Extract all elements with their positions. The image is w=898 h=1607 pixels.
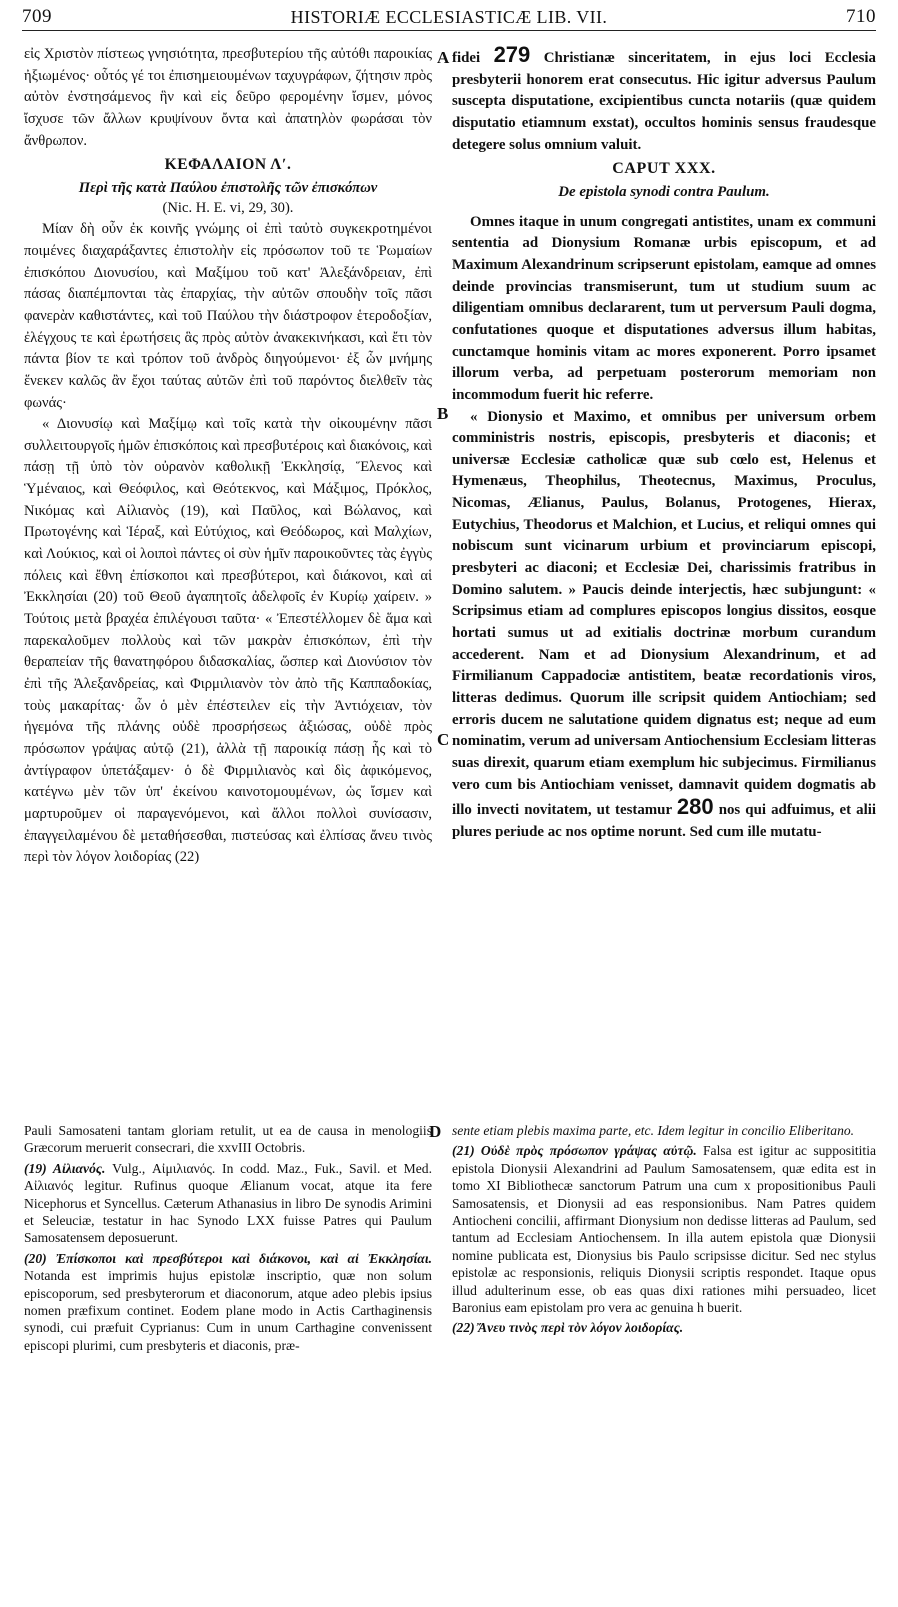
footnotes-left xyxy=(24,1122,432,1357)
running-title: HISTORIÆ ECCLESIASTICÆ LIB. VII. xyxy=(290,7,608,27)
note-continuation-right: sente etiam plebis maxima parte, etc. Idem legitur in concilio Eliberitano. xyxy=(452,1123,855,1138)
note-22: (22) Ἄνευ τινὸς περὶ τὸν λόγον λοιδορίας. xyxy=(452,1320,684,1336)
greek-chapter-subtitle: Περὶ τῆς κατὰ Παύλου ἐπιστολῆς τῶν ἐπισκόπων xyxy=(78,179,378,196)
footnotes-right xyxy=(452,1122,876,1340)
note-21-text: Falsa est igitur ac supposititia epistola Dionysii Alexandrini ad Paulum Samosatensem, quæ edita est in tomo XI Bibliothecæ sanctorum Patrum una cum x propositionibus Pauli Samosatensis, et Dionysii ad eas responsionibus. Nam Patres quidem Antiocheni concilii, affirmant Dionysium non dedisse litteras ad Paulum, sed tantum ad Ecclesiam Antiochensem. In illa autem epistola quæ Dionysii nomine publicata est, Dionysius bis Paulo scripsisse dicitur. Sed nec stylus epistolæ ac responsionis, reliquis Dionysii scriptis respondet. Itaque opus illud adulterinum esse, ob eas quas dixi rationes mihi persuadeo, licet Baronius eam epistolam pro vera ac genuina h buerit. xyxy=(452,1143,876,1316)
note-20 xyxy=(24,1250,432,1354)
latin-column xyxy=(452,44,876,844)
page-number-right: 710 xyxy=(846,6,876,27)
note-19-text: Vulg., Αἰμιλιανός. In codd. Maz., Fuk., Savil. et Med. Αἰλιανός legitur. Rufinus quoque Ælianum vocat, atque ita fere Nicephorus et Syncellus. Cæterum Athanasius in libro De synodis Arimini et Seleuciæ, testatur in hac Synodo LXX fuisse Patres qui Paulum Samosatensem deposuerunt. xyxy=(24,1160,432,1246)
greek-column xyxy=(24,44,432,869)
latin-paragraph-1 xyxy=(452,44,876,156)
margin-letter-a: A xyxy=(437,48,450,67)
running-head xyxy=(22,4,876,31)
note-21-head: (21) Οὐδὲ πρὸς πρόσωπον γράψας αὐτῷ. xyxy=(452,1143,697,1159)
margin-letter-d: D xyxy=(429,1122,442,1141)
note-20-text: Notanda est imprimis hujus epistolæ inscriptio, quæ non solum episcoporum, sed presbyterorum et diaconorum, atque adeo plebis ipsius nomen præfixum continet. Eodem plane modo in Actis Carthaginensis synodi, cui præfuit Cyprianus: Cum in unum Carthagine convenissent episcopi plurimi, cum presbyteris et diaconis, præ- xyxy=(24,1268,432,1353)
latin-paragraph-1-start: fidei xyxy=(452,50,481,66)
note-21 xyxy=(452,1142,876,1316)
latin-chapter-title: CAPUT XXX. xyxy=(612,160,716,178)
note-19-head: (19) Αἰλιανός. xyxy=(24,1160,106,1176)
latin-paragraph-2: Omnes itaque in unum congregati antistites, unam ex communi sententia ad Dionysium Romanæ urbis episcopum, et ad Maximum Alexandrinum scripserunt epistolam, eamque ad omnes deinde provincias transmiserunt, tum ut studium suum ac diligentiam omnibus declararent, tum ut perversum Pauli dogma, confutationes quoque et disputationes adversus illum habitas, cunctamque hominis vitam ac mores exponerent. Porro ipsamet illorum verba, ad perpetuam posterorum memoriam non incommodum fuerit hic referre. xyxy=(452,213,876,403)
greek-paragraph-1: εἰς Χριστὸν πίστεως γνησιότητα, πρεσβυτερίου τῆς αὐτόθι παροικίας ἠξιωμένος· οὗτός γέ τοι ἐπισημειουμένων ταχυγράφων, ζήτησιν πρὸς αὐτὸν ἐνστησάμενος ἣν καὶ εἰς δεῦρο φερομένην ἴσμεν, μόνος ἴσχυσε τῶν ἄλλων κρυψίνουν ὄντα καὶ ἀπατηλὸν φωράσαι τὸν ἄνθρωπον. xyxy=(24,46,432,149)
note-19 xyxy=(24,1160,432,1247)
latin-paragraph-3 xyxy=(452,407,876,844)
greek-paragraph-2: Μίαν δὴ οὖν ἐκ κοινῆς γνώμης οἱ ἐπὶ ταὐτὸ συγκεκροτημένοι ποιμένες διαχαράξαντες ἐπιστολὴν εἰς πρόσωπον τοῦ τε Ῥωμαίων ἐπισκόπου Διονυσίου, καὶ Μαξίμου τοῦ κατ' Ἀλεξάνδρειαν, ἐπὶ πάσας διαπέμπονται τὰς ἐπαρχίας, τὴν αὐτῶν σπουδὴν τοῖς πᾶσι φανερὰν καθιστάντες, καὶ τοῦ Παύλου τὴν διάστροφον ἑτεροδοξίαν, ἐλέγχους τε καὶ ἐρωτήσεις ἃς πρὸς αὐτὸν ἀνακεκινήκασι, καὶ ἔτι τὸν πάντα βίον τε καὶ τρόπον τοῦ ἀνδρὸς διηγούμενοι· ἐξ ὧν μνήμης ἕνεκεν καλῶς ἂν ἔχοι ταύτας αὐτῶν ἐπὶ τοῦ παρόντος διελθεῖν τὰς φωνάς· xyxy=(24,221,432,411)
greek-paragraph-3: « Διονυσίῳ καὶ Μαξίμῳ καὶ τοῖς κατὰ τὴν οἰκουμένην πᾶσι συλλειτουργοῖς ἡμῶν ἐπισκόποις καὶ πρεσβυτέροις καὶ διακόνοις, καὶ πάσῃ τῇ ὑπὸ τὸν οὐρανὸν καθολικῇ Ἐκκλησίᾳ, Ἕλενος καὶ Ὑμέναιος, καὶ Θεόφιλος, καὶ Θεότεκνος, καὶ Μάξιμος, Πρόκλος, Νικόμας καὶ Αἰλιανὸς (19), καὶ Παῦλος, καὶ Βώλανος, καὶ Πρωτογένης καὶ Ἱέραξ, καὶ Εὐτύχιος, καὶ Θεόδωρος, καὶ Μαλχίων, καὶ Λούκιος, καὶ οἱ λοιποὶ πάντες οἱ σὺν ἡμῖν παροικοῦντες τὰς ἐγγὺς πόλεις καὶ ἔθνη ἐπίσκοποι καὶ πρεσβύτεροι, καὶ διάκονοι, καὶ αἱ Ἐκκλησίαι (20) τοῦ Θεοῦ ἀγαπητοῖς ἀδελφοῖς ἐν Κυρίῳ χαίρειν. » Τούτοις μετὰ βραχέα ἐπιλέγουσι ταῦτα· « Ἐπεστέλλομεν δὲ ἅμα καὶ παρεκαλοῦμεν πολλοὺς καὶ τῶν μακρὰν ἐπισκόπων, ἐπὶ τὴν θεραπείαν τῆς θανατηφόρου διδασκαλίας, ὥσπερ καὶ Διονύσιον τὸν ἐπὶ τῆς Ἀλεξανδρείας, καὶ Φιρμιλιανὸν τὸν ἀπὸ τῆς Καππαδοκίας, τοὺς μακαρίτας· ὧν ὁ μὲν ἐπέστειλεν εἰς τὴν Ἀντιόχειαν, τὸν ἡγεμόνα τῆς πλάνης οὐδὲ προσρήσεως ἀξιώσας, οὐδὲ πρὸς πρόσωπον γράψας αὐτῷ (21), ἀλλὰ τῇ παροικίᾳ πάσῃ ἧς καὶ τὸ ἀντίγραφον ὑπετάξαμεν· ὁ δὲ Φιρμιλιανὸς καὶ δὶς ἀφικόμενος, κατέγνω μὲν τῶν ὑπ' ἐκείνου καινοτομουμένων, ὡς ἴσμεν καὶ μαρτυροῦμεν οἱ παραγενόμενοι, καὶ ἄλλοι πολλοὶ συνίσασιν, ἐπαγγειλαμένου δὲ μεταθήσεσθαι, πιστεύσας καὶ ἐλπίσας ἄνευ τινὸς περὶ τὸν λόγον λοιδορίας (22) xyxy=(24,416,432,866)
latin-chapter-subtitle: De epistola synodi contra Paulum. xyxy=(558,183,770,200)
margin-letter-b: B xyxy=(437,404,449,423)
page-marker-279: 279 xyxy=(493,44,531,67)
page-number-left: 709 xyxy=(22,6,52,27)
note-continuation: Pauli Samosateni tantam gloriam retulit, ut ea de causa in menologiis Græcorum meruerit consecrari, die xxvIII Octobris. xyxy=(24,1123,432,1156)
margin-letter-c: C xyxy=(437,730,450,749)
latin-paragraph-3-start: « Dionysio et Maximo, et omnibus per universum orbem comministris nostris, episcopis, presbyteris et diaconis; et universæ Ecclesiæ catholicæ quæ sub cœlo est, Helenus et Hymenæus, Theophilus, Theotecnus, Maximus, Proculus, Nicomas, Ælianus, Paulus, Bolanus, Protogenes, Hierax, Eutychius, Theodorus et Malchion, et Lucius, et reliqui omnes qui nobiscum sunt vicinarum urbium et provinciarum episcopi, presbyteri ac diaconi; et Ecclesiæ Dei, charissimis fratribus in Domino salutem. » Paucis deinde interjectis, hæc subjungunt: « Scripsimus etiam ad complures episcopos longius dissitos, eosque hortati sumus ut ad exitialis doctrinæ morbum curandum accederent. Nam et ad Dionysium Alexandrinum, et ad Firmilianum Cappadociæ antistitem, beatæ recordationis viros, litteras dedimus. Quorum ille scripsit quidem Antiochiam; sed erroris ducem ne salutatione quidem dignatus est; neque ad eum nominatim, verum ad universam Antiochensium Ecclesiam litteras suas direxit, quarum etiam exemplum hic subjecimus. Firmilianus vero cum bis Antiochiam venisset, damnavit quidem dogmatis ab illo invecti novitatem, ut testamur xyxy=(452,408,876,819)
latin-paragraph-3-rest: nos qui adfuimus, et alii plures periude ac nos optime norunt. Sed cum ille mutatu- xyxy=(452,802,876,840)
greek-chapter-reference: (Nic. H. E. vi, 29, 30). xyxy=(162,199,294,216)
page-marker-280: 280 xyxy=(676,794,714,820)
note-20-head: (20) Ἐπίσκοποι καὶ πρεσβύτεροι καὶ διάκονοι, καὶ αἱ Ἐκκλησίαι. xyxy=(24,1250,432,1266)
greek-chapter-title: ΚΕΦΑΛΑΙΟΝ Λʹ. xyxy=(164,156,292,174)
spacer xyxy=(452,204,876,212)
latin-paragraph-1-rest: Christianæ sinceritatem, in ejus loci Ecclesia presbyterii honorem erat consecutus. Hic igitur adversus Paulum suscepta disputatione, excipientibus cuncta notariis (quæ quidem disputatio etiamnum exstat), occultos hominis sensus fraudesque detegere solus omnium valuit. xyxy=(452,50,876,153)
